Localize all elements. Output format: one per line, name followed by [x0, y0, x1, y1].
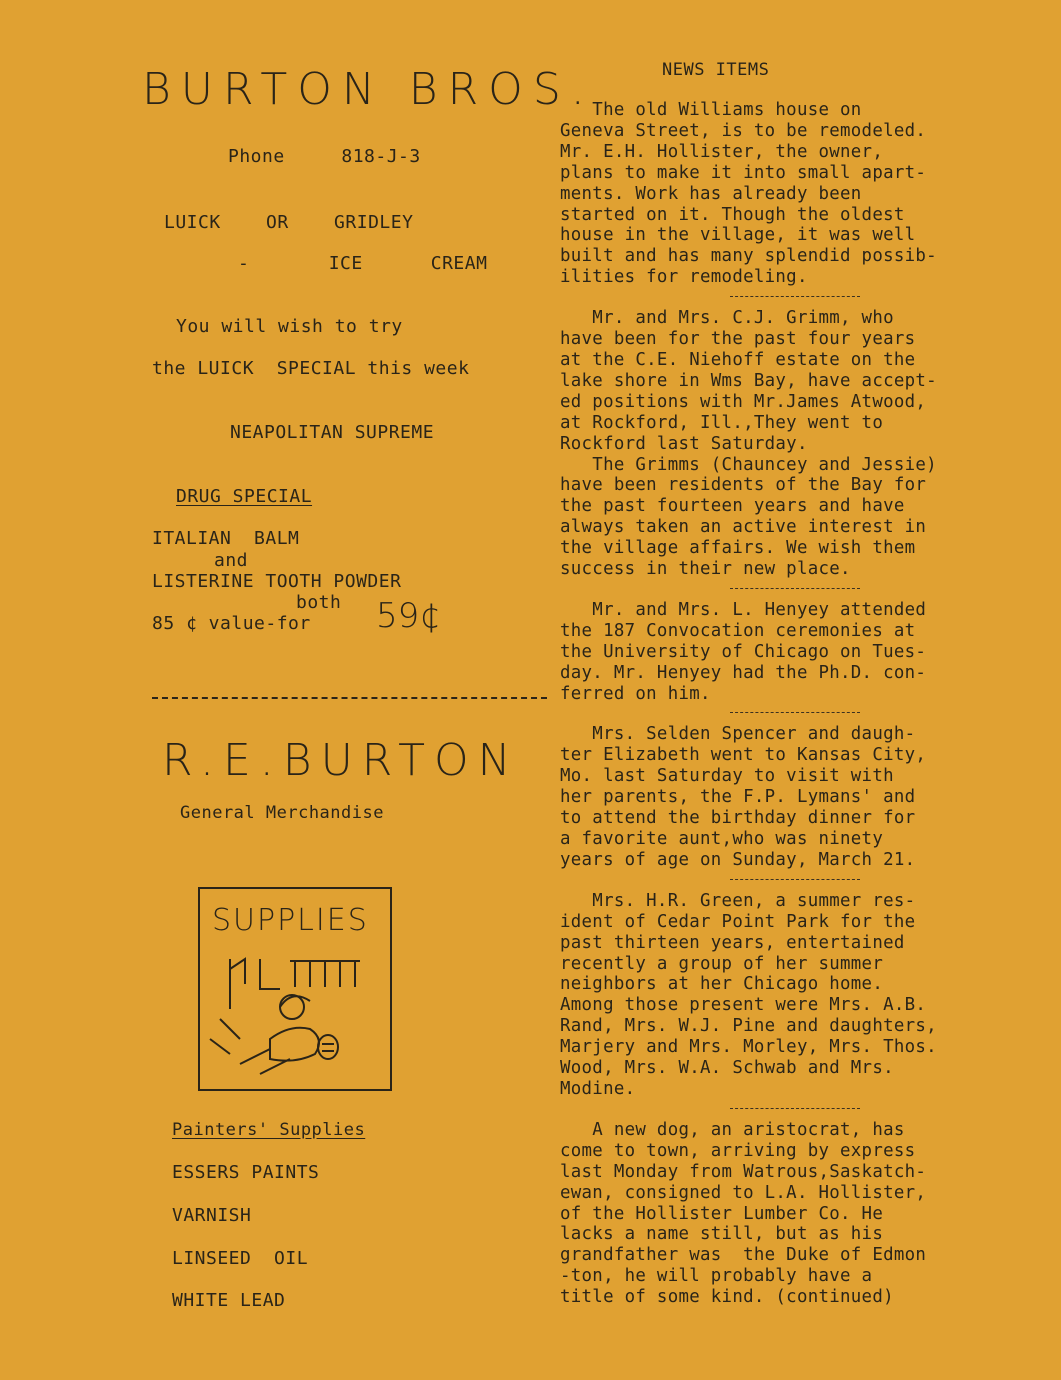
news-item [560, 724, 1030, 870]
phone-line: Phone 818-J-3 [228, 146, 421, 167]
news-line: title of some kind. (continued) [560, 1287, 894, 1308]
news-line: have been residents of the Bay for [560, 475, 927, 496]
news-line: started on it. Though the oldest [560, 204, 905, 225]
drug-line-3: LISTERINE TOOTH POWDER [152, 571, 402, 592]
news-separator [730, 712, 860, 714]
price-tag: 59¢ [376, 596, 441, 636]
news-line: Rand, Mrs. W.J. Pine and daughters, [560, 1016, 937, 1037]
news-line: always taken an active interest in [560, 517, 927, 538]
news-line: Mo. last Saturday to visit with [560, 766, 894, 787]
news-line: ments. Work has already been [560, 183, 862, 204]
re-burton-title: R.E.BURTON [162, 735, 520, 786]
news-line: ferred on him. [560, 683, 711, 704]
news-column [560, 100, 1030, 1308]
news-line: a favorite aunt,who was ninety [560, 829, 884, 849]
news-line: the village affairs. We wish them [560, 538, 916, 559]
news-line: day. Mr. Henyey had the Ph.D. con- [560, 662, 927, 683]
news-line: ter Elizabeth went to Kansas City, [560, 745, 927, 766]
section-divider [152, 697, 547, 699]
news-line: ewan, consigned to L.A. Hollister, [560, 1182, 927, 1203]
news-line: The old Williams house on [560, 100, 862, 120]
drug-line-2: and [214, 550, 249, 571]
news-item [560, 600, 1030, 705]
news-line: to attend the birthday dinner for [560, 808, 916, 829]
news-line: built and has many splendid possib- [560, 246, 937, 267]
news-line: lacks a name still, but as his [560, 1224, 884, 1245]
news-line: come to town, arriving by express [560, 1140, 916, 1161]
general-merchandise: General Merchandise [180, 803, 384, 823]
drug-line-5: 85 ¢ value-for [152, 613, 311, 634]
burton-bros-title: BURTON BROS. [142, 64, 595, 115]
promo-line-1: You will wish to try [176, 316, 403, 337]
promo-line-3: NEAPOLITAN SUPREME [230, 422, 435, 443]
news-line: her parents, the F.P. Lymans' and [560, 787, 916, 808]
news-line: The Grimms (Chauncey and Jessie) [560, 454, 937, 475]
news-line: grandfather was the Duke of Edmon [560, 1245, 927, 1266]
news-line: of the Hollister Lumber Co. He [560, 1203, 884, 1224]
stamp-label: SUPPLIES [212, 903, 369, 938]
news-line: years of age on Sunday, March 21. [560, 849, 916, 870]
news-line: at Rockford, Ill.,They went to [560, 412, 884, 433]
drug-special-heading: DRUG SPECIAL [176, 486, 313, 507]
painters-supplies-heading: Painters' Supplies [172, 1120, 366, 1140]
news-line: success in their new place. [560, 559, 851, 580]
news-line: ident of Cedar Point Park for the [560, 911, 916, 932]
news-line: at the C.E. Niehoff estate on the [560, 349, 916, 370]
news-line: Mr. E.H. Hollister, the owner, [560, 141, 884, 162]
supplies-stamp [198, 887, 392, 1091]
ice-cream-line-1: LUICK OR GRIDLEY [164, 212, 414, 233]
supply-item: WHITE LEAD [172, 1290, 286, 1311]
news-line: house in the village, it was well [560, 225, 916, 246]
drug-line-1: ITALIAN BALM [152, 528, 300, 549]
news-separator [730, 879, 860, 881]
news-line: Mr. and Mrs. C.J. Grimm, who [560, 308, 894, 329]
news-items-heading: NEWS ITEMS [662, 60, 770, 80]
news-line: Wood, Mrs. W.A. Schwab and Mrs. [560, 1058, 894, 1079]
news-line: A new dog, an aristocrat, has [560, 1119, 905, 1140]
news-line: recently a group of her summer [560, 953, 884, 974]
news-line: Mr. and Mrs. L. Henyey attended [560, 599, 927, 620]
news-line: Marjery and Mrs. Morley, Mrs. Thos. [560, 1037, 937, 1058]
news-line: Rockford last Saturday. [560, 433, 808, 454]
news-line: past thirteen years, entertained [560, 932, 905, 953]
promo-line-2: the LUICK SPECIAL this week [152, 358, 470, 379]
news-line: Mrs. Selden Spencer and daugh- [560, 724, 916, 745]
news-line: the past fourteen years and have [560, 496, 905, 517]
ice-cream-line-2: - ICE CREAM [238, 253, 488, 274]
painter-illustration [200, 889, 390, 1089]
news-line: -ton, he will probably have a [560, 1266, 873, 1287]
news-line: ilities for remodeling. [560, 267, 808, 288]
news-line: Among those present were Mrs. A.B. [560, 995, 927, 1016]
news-line: the 187 Convocation ceremonies at [560, 620, 916, 641]
news-line: Mrs. H.R. Green, a summer res- [560, 890, 916, 911]
supply-item: ESSERS PAINTS [172, 1162, 320, 1183]
news-line: lake shore in Wms Bay, have accept- [560, 370, 937, 391]
news-item [560, 308, 1030, 580]
supply-item: VARNISH [172, 1205, 252, 1226]
supply-item: LINSEED OIL [172, 1248, 309, 1269]
news-line: Geneva Street, is to be remodeled. [560, 120, 927, 141]
news-separator [730, 588, 860, 590]
news-line: last Monday from Watrous,Saskatch- [560, 1161, 927, 1182]
news-line: Modine. [560, 1078, 636, 1099]
news-line: have been for the past four years [560, 329, 916, 350]
news-line: neighbors at her Chicago home. [560, 974, 884, 995]
news-item [560, 891, 1030, 1100]
news-line: ed positions with Mr.James Atwood, [560, 391, 927, 412]
drug-line-4: both [296, 592, 342, 613]
news-separator [730, 1108, 860, 1110]
news-item [560, 1120, 1030, 1308]
news-item [560, 100, 1030, 288]
news-separator [730, 296, 860, 298]
news-line: the University of Chicago on Tues- [560, 641, 927, 662]
news-line: plans to make it into small apart- [560, 162, 927, 183]
